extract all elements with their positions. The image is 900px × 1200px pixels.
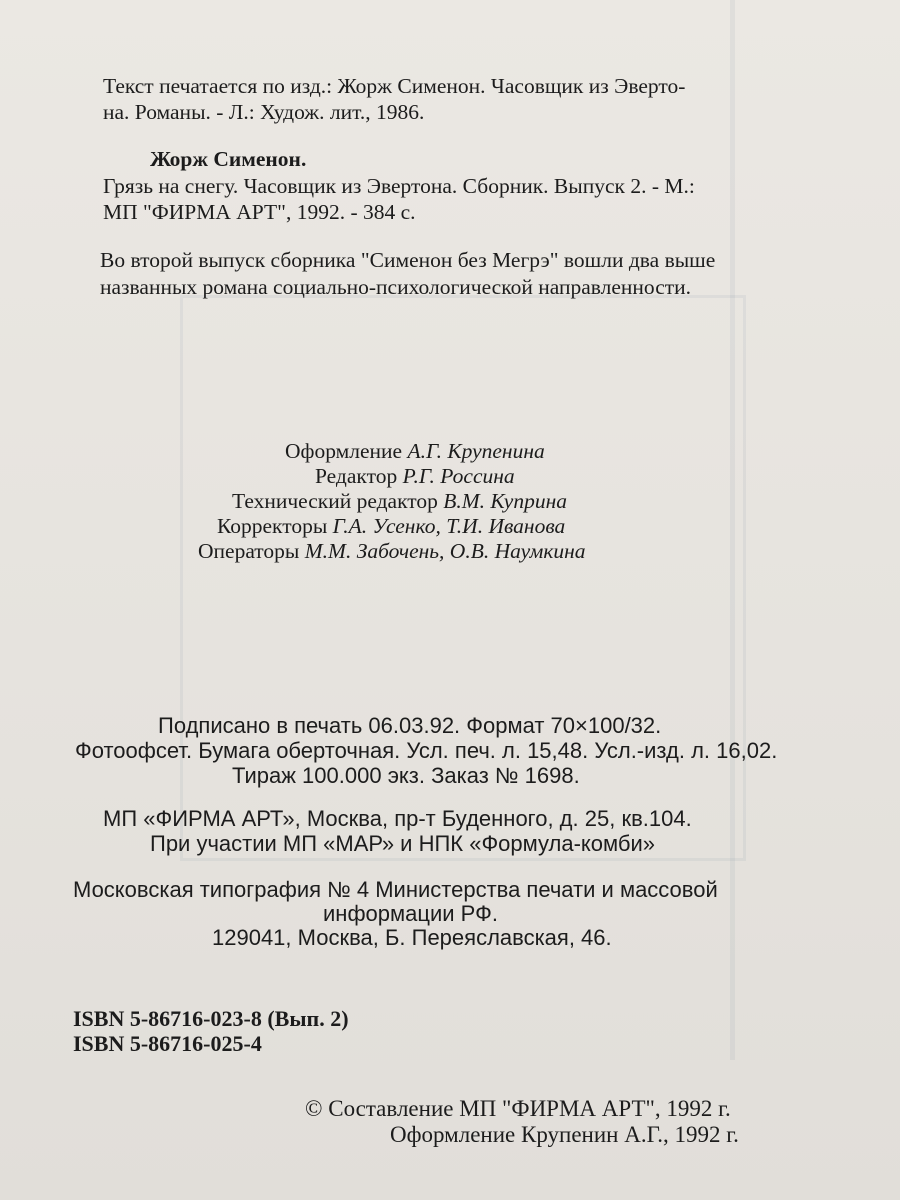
copyright-design: Оформление Крупенин А.Г., 1992 г. [390,1122,739,1147]
printer-line-1: Московская типография № 4 Министерства печати и массовой [73,877,718,902]
credit-design [285,437,545,465]
bibliography-line-2: МП "ФИРМА АРТ", 1992. - 384 с. [103,200,416,224]
annotation-line-2: названных романа социально-психологической направленности. [100,275,692,299]
credit-name: Р.Г. Россина [402,464,515,488]
bibliography-author: Жорж Сименон. [150,147,307,171]
credit-name: В.М. Куприна [443,489,567,513]
copyright-compilation: © Составление МП "ФИРМА АРТ", 1992 г. [305,1096,731,1121]
credit-role: Технический редактор [232,489,438,513]
credit-operators [198,537,586,565]
imprint-line-1: Подписано в печать 06.03.92. Формат 70×100/32. [158,713,662,738]
imprint-line-2: Фотоофсет. Бумага оберточная. Усл. печ. л. 15,48. Усл.-изд. л. 16,02. [75,738,778,763]
publisher-line-1: МП «ФИРМА АРТ», Москва, пр-т Буденного, д. 25, кв.104. [103,806,692,831]
source-note-line-2: на. Романы. - Л.: Худож. лит., 1986. [103,100,425,124]
show-through-edge [730,0,855,1060]
publisher-line-2: При участии МП «МАР» и НПК «Формула-комби» [150,831,656,856]
printer-line-3: 129041, Москва, Б. Переяславская, 46. [212,925,612,950]
credit-name: М.М. Забочень, О.В. Наумкина [304,539,586,563]
credit-editor [315,462,515,490]
credit-proofreaders [217,512,565,540]
source-note-line-1: Текст печатается по изд.: Жорж Сименон. Часовщик из Эверто- [103,74,686,98]
credit-role: Редактор [315,464,398,488]
credit-name: Г.А. Усенко, Т.И. Иванова [332,514,566,538]
imprint-line-3: Тираж 100.000 экз. Заказ № 1698. [232,763,580,788]
isbn-issue: ISBN 5-86716-023-8 (Вып. 2) [73,1006,349,1031]
isbn-series: ISBN 5-86716-025-4 [73,1031,262,1056]
credit-name: А.Г. Крупенина [407,439,545,463]
credit-role: Корректоры [217,514,328,538]
printer-line-2: информации РФ. [323,901,498,926]
annotation-line-1: Во второй выпуск сборника "Сименон без Мегрэ" вошли два выше [100,248,716,272]
bibliography-line-1: Грязь на снегу. Часовщик из Эвертона. Сборник. Выпуск 2. - М.: [103,174,695,198]
credit-role: Операторы [198,539,300,563]
credit-tech-editor [232,487,567,515]
credit-role: Оформление [285,439,403,463]
